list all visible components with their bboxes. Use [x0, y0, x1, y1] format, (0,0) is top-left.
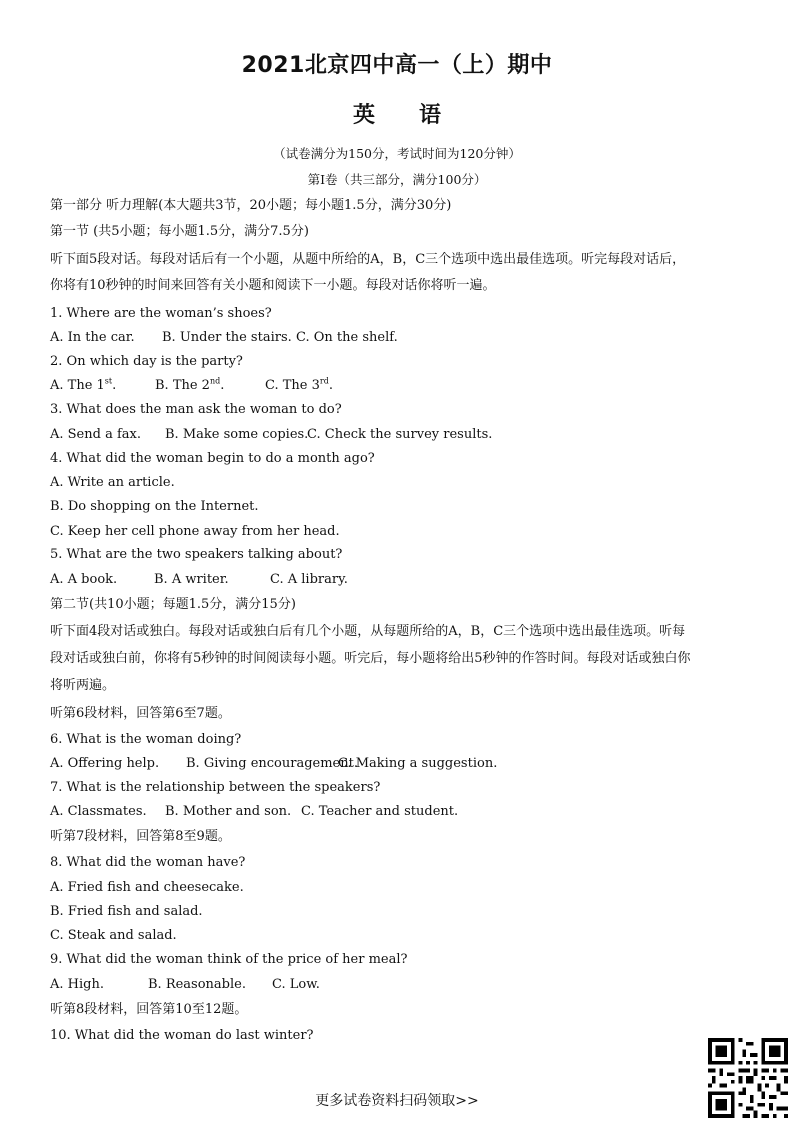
- section-heading: 第一节 (共5小题；每小题1.5分，满分7.5分): [50, 224, 309, 239]
- options-row: [50, 378, 333, 394]
- options-row: [50, 804, 458, 820]
- question: 10. What did the woman do last winter?: [50, 1028, 314, 1043]
- exam-title: 2021北京四中高一（上）期中: [241, 53, 553, 78]
- instruction-line: 将听两遍。: [50, 678, 116, 693]
- option: C. Making a suggestion.: [338, 756, 498, 771]
- option: C. On the shelf.: [296, 330, 398, 345]
- instruction-line: 你将有10秒钟的时间来回答有关小题和阅读下一小题。每段对话你将听一遍。: [50, 278, 496, 293]
- question: 9. What did the woman think of the price of her meal?: [50, 952, 408, 967]
- option: B. Make some copies.: [165, 427, 309, 442]
- option: A. A book.: [50, 572, 118, 587]
- option: C. The 3rd.: [265, 376, 333, 393]
- option: A. Offering help.: [50, 756, 160, 771]
- option: C. Keep her cell phone away from her head.: [50, 524, 340, 539]
- qr-code-icon[interactable]: [708, 1038, 788, 1118]
- option: C. Teacher and student.: [301, 804, 459, 819]
- option: C. A library.: [270, 572, 348, 587]
- question: 5. What are the two speakers talking about?: [50, 547, 343, 562]
- option: A. In the car.: [50, 330, 135, 345]
- option: B. The 2nd.: [155, 376, 225, 393]
- question: 7. What is the relationship between the speakers?: [50, 780, 381, 795]
- option: B. Giving encouragement.: [186, 756, 358, 771]
- footer-scan-prompt: 更多试卷资料扫码领取>>: [315, 1093, 479, 1109]
- material-heading: 听第6段材料，回答第6至7题。: [50, 706, 231, 721]
- option: C. Steak and salad.: [50, 928, 177, 943]
- material-heading: 听第7段材料，回答第8至9题。: [50, 829, 231, 844]
- section-heading: 第二节(共10小题；每题1.5分，满分15分): [50, 597, 296, 612]
- exam-info: （试卷满分为150分，考试时间为120分钟）: [273, 146, 521, 161]
- option: A. Send a fax.: [50, 427, 141, 442]
- options-row: [50, 427, 492, 443]
- part-heading: 第一部分 听力理解(本大题共3节，20小题；每小题1.5分，满分30分): [50, 198, 452, 213]
- option: B. Do shopping on the Internet.: [50, 499, 259, 514]
- question: 4. What did the woman begin to do a month ago?: [50, 451, 375, 466]
- subject-heading: [0, 98, 794, 129]
- volume-heading: 第Ⅰ卷（共三部分，满分100分）: [307, 172, 487, 187]
- option: A. High.: [50, 977, 104, 992]
- option: A. Fried fish and cheesecake.: [50, 880, 244, 895]
- option: B. Mother and son.: [165, 804, 292, 819]
- question: 8. What did the woman have?: [50, 855, 246, 870]
- option: A. The 1st.: [50, 376, 117, 393]
- question: 6. What is the woman doing?: [50, 732, 242, 747]
- option: C. Check the survey results.: [307, 427, 493, 442]
- question: 1. Where are the woman’s shoes?: [50, 306, 272, 321]
- option: B. Under the stairs.: [162, 330, 292, 345]
- option: A. Write an article.: [50, 475, 175, 490]
- option: A. Classmates.: [50, 804, 147, 819]
- question: 2. On which day is the party?: [50, 354, 243, 369]
- options-row: [50, 572, 348, 588]
- options-row: [50, 756, 497, 772]
- option: C. Low.: [272, 977, 320, 992]
- question: 3. What does the man ask the woman to do?: [50, 402, 342, 417]
- options-row: [50, 330, 398, 346]
- option: B. Reasonable.: [148, 977, 246, 992]
- material-heading: 听第8段材料，回答第10至12题。: [50, 1002, 248, 1017]
- subject-char-2: 语: [419, 103, 442, 128]
- instruction-line: 听下面5段对话。每段对话后有一个小题，从题中所给的A，B，C三个选项中选出最佳选项。听完每段对话后，: [50, 252, 686, 267]
- instruction-line: 段对话或独白前，你将有5秒钟的时间阅读每小题。听完后，每小题将给出5秒钟的作答时间。每段对话或独白你: [50, 651, 691, 666]
- instruction-line: 听下面4段对话或独白。每段对话或独白后有几个小题，从每题所给的A，B，C三个选项中选出最佳选项。听每: [50, 624, 686, 639]
- option: B. A writer.: [154, 572, 229, 587]
- option: B. Fried fish and salad.: [50, 904, 203, 919]
- subject-char-1: 英: [352, 103, 375, 128]
- options-row: [50, 977, 320, 993]
